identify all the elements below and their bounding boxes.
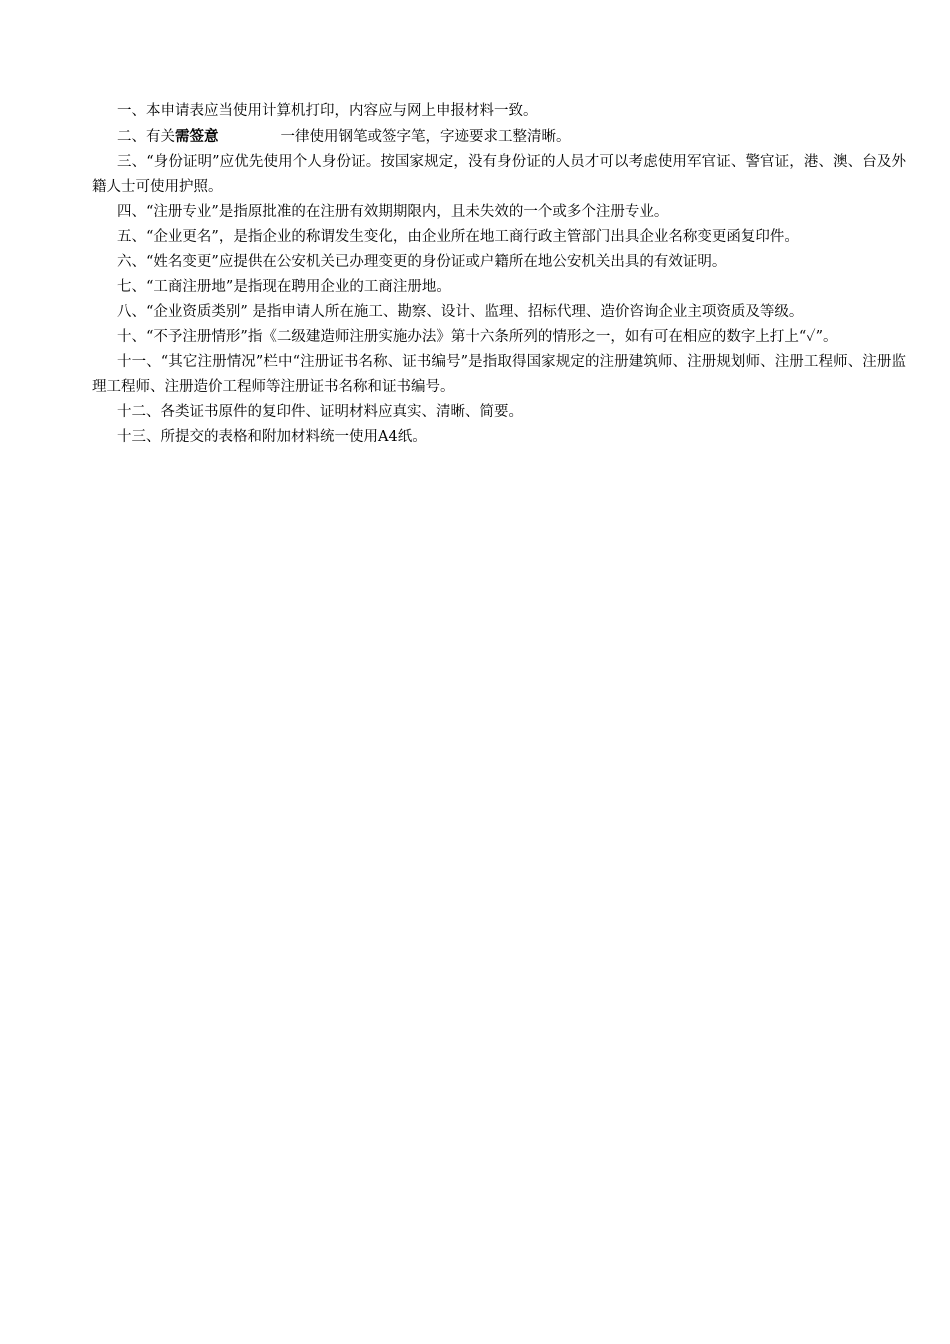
note-2-rest: 一律使用钢笔或签字笔，字迹要求工整清晰。 [280, 129, 571, 145]
note-2-overlap-text: 需签意 [175, 128, 219, 145]
note-12: 十二、各类证书原件的复印件、证明材料应真实、清晰、简要。 [117, 404, 523, 420]
instructions-list [92, 99, 906, 450]
note-6: 六、“姓名变更”应提供在公安机关已办理变更的身份证或户籍所在地公安机关出具的有效证明。 [117, 254, 727, 270]
note-11: 十一、“其它注册情况”栏中“注册证书名称、证书编号”是指取得国家规定的注册建筑师、注册规划师、注册工程师、注册监理工程师、注册造价工程师等注册证书名称和证书编号。 [92, 354, 906, 395]
note-2 [92, 124, 906, 150]
note-7: 七、“工商注册地”是指现在聘用企业的工商注册地。 [117, 279, 451, 295]
note-8: 八、“企业资质类别” 是指申请人所在施工、勘察、设计、监理、招标代理、造价咨询企业主项资质及等级。 [117, 304, 804, 320]
note-10: 十、“不予注册情形”指《二级建造师注册实施办法》第十六条所列的情形之一，如有可在相应的数字上打上“✓”。 [117, 329, 838, 345]
note-2-lead: 二、有关 [117, 129, 175, 145]
note-5: 五、“企业更名”，是指企业的称谓发生变化，由企业所在地工商行政主管部门出具企业名称变更函复印件。 [117, 229, 799, 245]
note-3: 三、“身份证明”应优先使用个人身份证。按国家规定，没有身份证的人员才可以考虑使用军官证、警官证，港、澳、台及外籍人士可使用护照。 [92, 154, 906, 195]
note-4: 四、“注册专业”是指原批准的在注册有效期期限内，且未失效的一个或多个注册专业。 [117, 204, 669, 220]
note-13: 十三、所提交的表格和附加材料统一使用A4纸。 [117, 429, 427, 445]
note-1: 一、本申请表应当使用计算机打印，内容应与网上申报材料一致。 [117, 103, 538, 119]
